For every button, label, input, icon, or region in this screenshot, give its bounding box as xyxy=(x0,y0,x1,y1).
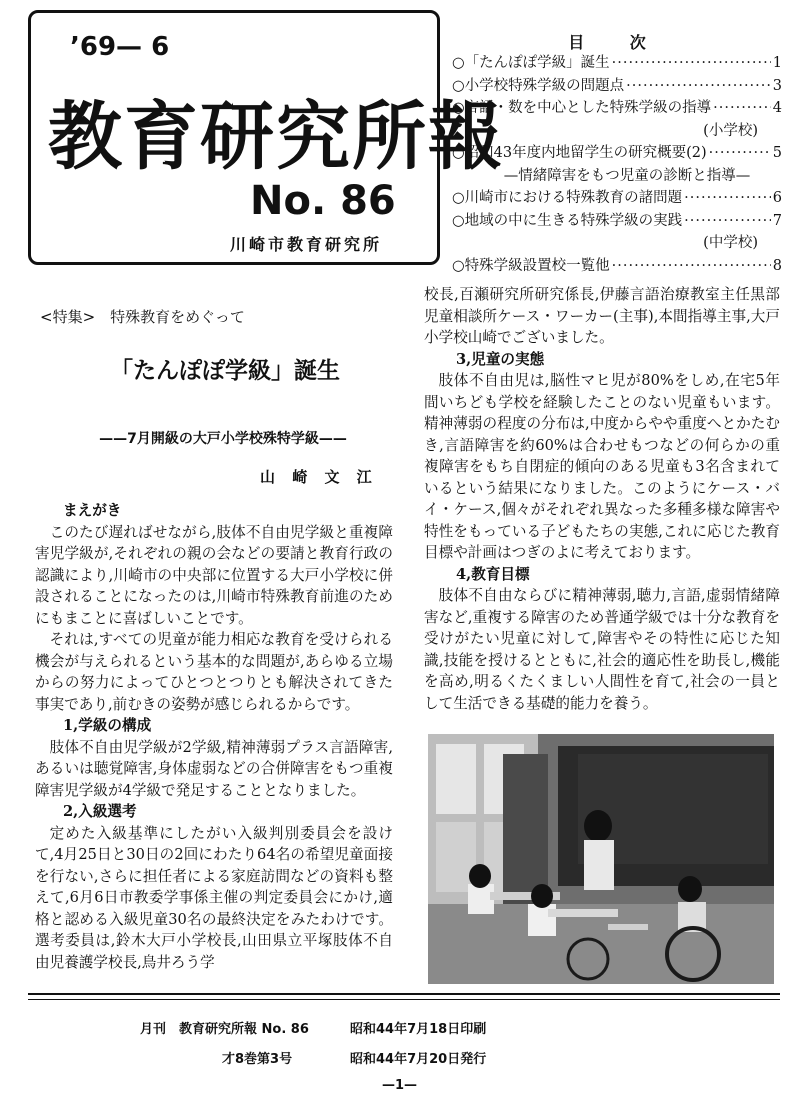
toc-item[interactable] xyxy=(452,97,782,120)
bulletin-title: 教育研究所報 xyxy=(48,94,504,180)
article-title: 「たんぽぽ学級」誕生 xyxy=(110,358,340,384)
article-column-right xyxy=(424,284,780,714)
footer-publication: 月刊 教育研究所報 No. 86 xyxy=(140,1022,309,1037)
toc-item-label: ○言語・数を中心とした特殊学級の指導 xyxy=(452,100,712,116)
page-number: —1— xyxy=(382,1078,418,1093)
table-of-contents xyxy=(452,30,782,277)
section-heading: まえがき xyxy=(63,502,122,519)
toc-item-page: 4 xyxy=(772,100,782,116)
paragraph: このたび遅ればせながら,肢体不自由児学級と重複障害児学級が,それぞれの親の会などの要請と教育行政の認識により,川崎市の中央部に位置する大戸小学校に併設されることになったのは,川崎市特殊教育前進のためにもまことに喜ばしいことです。 xyxy=(35,523,393,627)
paragraph: 定めた入級基準にしたがい入級判別委員会を設けて,4月25日と30日の2回にわたり64名の希望児童面接を行ない,さらに担任者による家庭訪問などの資料も整えて,6月6日市教委学事係主催の判定委員会にかけ,適格と認める入級児童30名の最終決定をみたわけです。選考委員は,鈴木大戸小学校長,山田県立平塚肢体不自由児養護学校長,鳥井ろう学 xyxy=(35,824,393,971)
feature-tag: <特集> 特殊教育をめぐって xyxy=(40,308,245,326)
section-heading: 2,入級選考 xyxy=(63,803,137,820)
article-subtitle: ——7月開級の大戸小学校殊特学級—— xyxy=(99,431,347,447)
classroom-photo-illustration xyxy=(428,734,774,984)
issue-date: ’69— 6 xyxy=(70,32,170,62)
toc-item[interactable] xyxy=(452,187,782,210)
section-heading: 1,学級の構成 xyxy=(63,717,152,734)
toc-leader xyxy=(709,142,771,165)
toc-leader xyxy=(684,187,771,210)
toc-item-label: ○「たんぽぽ学級」誕生 xyxy=(452,55,610,71)
toc-leader xyxy=(684,210,771,233)
toc-item[interactable] xyxy=(452,142,782,165)
toc-title: 目 次 xyxy=(568,33,666,52)
toc-item-page: 5 xyxy=(772,145,782,161)
classroom-photo xyxy=(428,734,774,984)
toc-item-subtitle: (中学校) xyxy=(703,235,758,251)
toc-item-label: ○地域の中に生きる特殊学級の実践 xyxy=(452,212,683,229)
toc-item[interactable] xyxy=(452,75,782,98)
toc-item-page: 7 xyxy=(772,212,782,229)
toc-leader xyxy=(612,255,771,278)
toc-item-label: ○川崎市における特殊教育の諸問題 xyxy=(452,190,683,206)
issue-number: No. 86 xyxy=(250,178,396,224)
footer-volume: 才8巻第3号 xyxy=(222,1052,293,1067)
article-author: 山 崎 文 江 xyxy=(260,468,378,486)
section-heading: 3,児童の実態 xyxy=(456,350,545,368)
paragraph: 肢体不自由児は,脳性マヒ児が80%をしめ,在宅5年間いちども学校を経験したことのない児童もいます。精神薄弱の程度の分布は,中度からやや重度へとかたむき,言語障害を約60%は合わせもつなどの何らかの重複障害をもち自閉症的傾向のある児童も3名含まれているという結果になりました。このようにケース・バイ・ケース,個々がそれぞれ異なった多種多様な障害や特性をもっている子どもたちの実態,これに応じた教育目標や計画はつぎのよに考えております。 xyxy=(424,372,780,561)
footer-publish-date: 昭和44年7月20日発行 xyxy=(350,1052,487,1067)
toc-item-label: ○昭和43年度内地留学生の研究概要(2) xyxy=(452,145,707,161)
paragraph: 肢体不自由ならびに精神薄弱,聴力,言語,虚弱情緒障害など,重複する障害のため普通学級では十分な教育を受けがたい児童に対して,障害やその特性に応じた知識,技能を授けるとともに,社会的適応性を助長し,機能を高め,明るくたくましい人間性を育て,社会の一員として生活できる基礎的能力を養う。 xyxy=(424,587,780,712)
footer-rule xyxy=(28,993,780,995)
toc-item-subtitle: (小学校) xyxy=(703,122,758,139)
toc-leader xyxy=(612,52,771,75)
footer-rule xyxy=(28,999,780,1000)
toc-item-subtitle: —情緒障害をもつ児童の診断と指導— xyxy=(503,167,751,184)
toc-item[interactable] xyxy=(452,52,782,75)
article-column-left xyxy=(35,500,393,973)
paragraph: それは,すべての児童が能力相応な教育を受けられる機会が与えられるという基本的な問題が,あらゆる立場からの努力によってひとつとつりとも解決されてきた事実であり,前むきの姿勢が感じられるからです。 xyxy=(35,631,393,713)
toc-item-label: ○特殊学級設置校一覧他 xyxy=(452,257,610,274)
publisher-name: 川崎市教育研究所 xyxy=(230,235,383,254)
toc-item-label: ○小学校特殊学級の問題点 xyxy=(452,77,625,94)
toc-leader xyxy=(713,97,771,120)
footer-print-date: 昭和44年7月18日印刷 xyxy=(350,1022,487,1037)
toc-item-page: 3 xyxy=(772,77,782,94)
toc-leader xyxy=(626,75,771,98)
toc-item-page: 1 xyxy=(772,55,782,71)
paragraph: 校長,百瀬研究所研究係長,伊藤言語治療教室主任黒部児童相談所ケース・ワーカー(主事),本間指導主事,大戸小学校山崎でございました。 xyxy=(424,286,780,346)
toc-item-page: 6 xyxy=(772,190,782,206)
toc-item-page: 8 xyxy=(772,257,782,274)
toc-item[interactable] xyxy=(452,210,782,233)
toc-item[interactable] xyxy=(452,255,782,278)
section-heading: 4,教育目標 xyxy=(456,565,530,583)
paragraph: 肢体不自由児学級が2学級,精神薄弱プラス言語障害,あるいは聴覚障害,身体虚弱などの合併障害をもつ重複障害児学級が4学級で発足することとなりました。 xyxy=(35,738,393,799)
